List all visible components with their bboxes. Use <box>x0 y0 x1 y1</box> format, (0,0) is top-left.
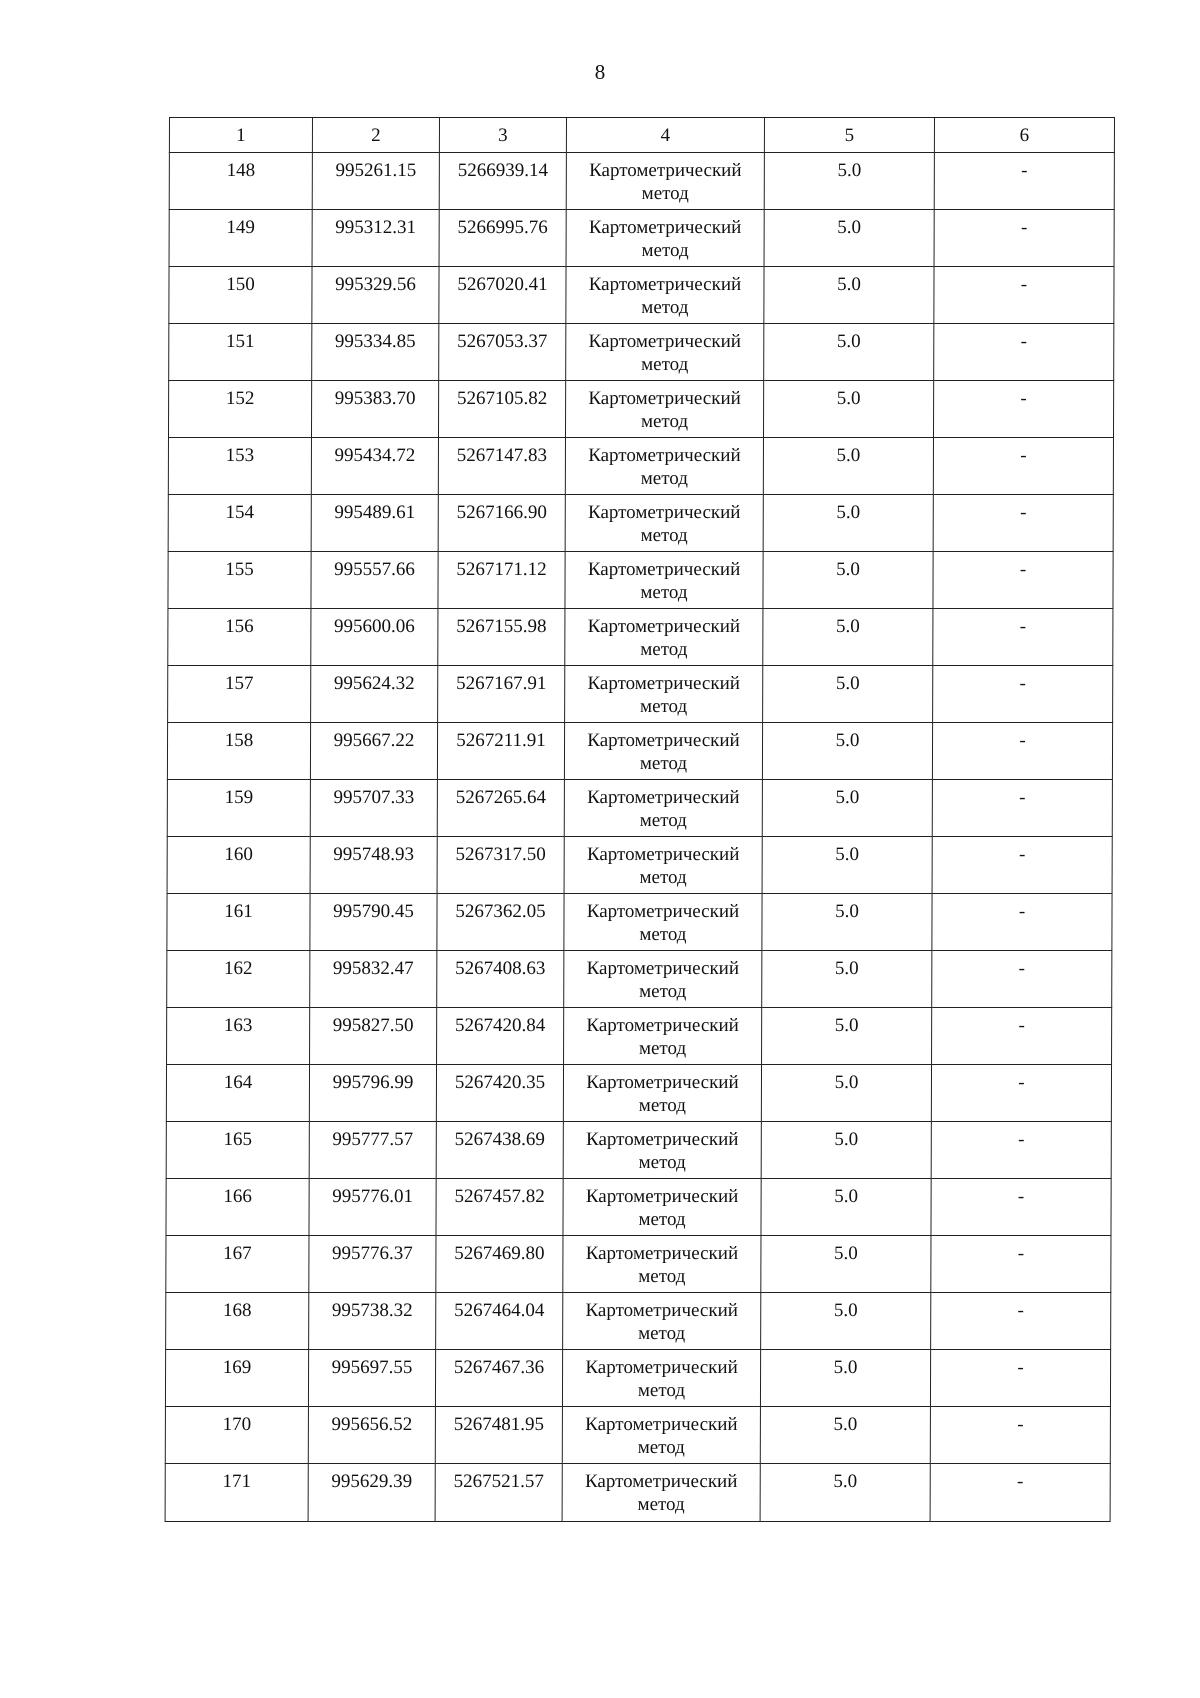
y-coordinate-cell: 5267481.95 <box>435 1407 562 1464</box>
point-number-cell: 160 <box>167 837 310 894</box>
x-coordinate-cell: 995707.33 <box>310 780 437 837</box>
point-number-cell: 153 <box>168 438 311 495</box>
table-row <box>169 324 1114 381</box>
error-cell: 5.0 <box>763 495 933 552</box>
note-cell: - <box>932 951 1112 1008</box>
method-text-line-2: метод <box>638 1038 687 1059</box>
method-text-line-2: метод <box>638 1266 686 1287</box>
y-coordinate-cell: 5267362.05 <box>437 894 564 951</box>
note-cell: - <box>931 1236 1111 1293</box>
method-cell <box>564 780 762 837</box>
point-number-cell: 169 <box>165 1350 308 1407</box>
error-cell: 5.0 <box>763 609 933 666</box>
method-text-line-1: Картометрический <box>586 1015 739 1036</box>
point-number-cell: 150 <box>169 267 312 324</box>
error-cell: 5.0 <box>761 1122 931 1179</box>
method-cell <box>566 324 764 381</box>
table-row <box>167 894 1112 951</box>
point-number-cell: 151 <box>169 324 312 381</box>
error-cell: 5.0 <box>761 1236 931 1293</box>
y-coordinate-cell: 5267020.41 <box>439 267 566 324</box>
note-cell: - <box>933 495 1113 552</box>
method-text-line-2: метод <box>640 468 688 489</box>
note-cell: - <box>930 1407 1110 1464</box>
method-cell <box>565 666 763 723</box>
y-coordinate-cell: 5267467.36 <box>435 1350 562 1407</box>
y-coordinate-cell: 5267438.69 <box>436 1122 563 1179</box>
method-text-line-1: Картометрический <box>588 445 741 466</box>
y-coordinate-cell: 5267166.90 <box>438 495 565 552</box>
table-row <box>168 495 1113 552</box>
method-text-line-1: Картометрический <box>587 559 741 580</box>
point-number-cell: 166 <box>166 1179 309 1236</box>
point-number-cell: 148 <box>169 153 312 210</box>
point-number-cell: 159 <box>167 780 310 837</box>
method-cell <box>563 1065 761 1122</box>
note-cell: - <box>933 552 1113 609</box>
table-row <box>165 1350 1110 1407</box>
header-col-6: 6 <box>934 118 1114 153</box>
note-cell: - <box>933 381 1113 438</box>
error-cell: 5.0 <box>761 1293 931 1350</box>
method-text-line-2: метод <box>639 981 687 1002</box>
error-cell: 5.0 <box>763 552 933 609</box>
note-cell: - <box>932 780 1112 837</box>
table-row <box>167 1008 1112 1065</box>
y-coordinate-cell: 5267464.04 <box>436 1293 563 1350</box>
method-text-line-1: Картометрический <box>587 787 740 808</box>
point-number-cell: 168 <box>166 1293 309 1350</box>
x-coordinate-cell: 995827.50 <box>310 1008 437 1065</box>
point-number-cell: 158 <box>167 723 310 780</box>
note-cell: - <box>934 267 1114 324</box>
x-coordinate-cell: 995738.32 <box>309 1293 436 1350</box>
point-number-cell: 165 <box>166 1122 309 1179</box>
method-text-line-2: метод <box>640 582 688 603</box>
error-cell: 5.0 <box>762 951 932 1008</box>
table-row <box>165 1407 1110 1464</box>
method-text-line-2: метод <box>638 1323 686 1344</box>
error-cell: 5.0 <box>760 1407 930 1464</box>
method-cell <box>562 1407 760 1464</box>
error-cell: 5.0 <box>762 1008 932 1065</box>
method-cell <box>563 1236 761 1293</box>
method-cell <box>564 1008 762 1065</box>
method-cell <box>565 552 763 609</box>
header-col-4: 4 <box>566 118 764 153</box>
x-coordinate-cell: 995776.01 <box>309 1179 436 1236</box>
method-text-line-1: Картометрический <box>586 1129 739 1150</box>
error-cell: 5.0 <box>763 438 933 495</box>
method-cell <box>565 381 763 438</box>
point-number-cell: 164 <box>166 1065 309 1122</box>
table-row <box>169 267 1114 324</box>
header-row <box>169 118 1114 153</box>
method-cell <box>562 1464 760 1522</box>
table-header <box>169 118 1114 153</box>
error-cell: 5.0 <box>764 267 934 324</box>
x-coordinate-cell: 995334.85 <box>312 324 439 381</box>
error-cell: 5.0 <box>761 1179 931 1236</box>
method-text-line-1: Картометрический <box>588 331 742 352</box>
method-text-line-2: метод <box>637 1437 685 1458</box>
y-coordinate-cell: 5266995.76 <box>439 210 566 267</box>
method-cell <box>563 1293 761 1350</box>
method-cell <box>564 723 762 780</box>
table-row <box>167 837 1112 894</box>
y-coordinate-cell: 5267171.12 <box>438 552 565 609</box>
error-cell: 5.0 <box>762 780 932 837</box>
table-row <box>166 1122 1111 1179</box>
method-text-line-1: Картометрический <box>585 1186 739 1207</box>
point-number-cell: 161 <box>167 894 310 951</box>
note-cell: - <box>930 1350 1110 1407</box>
note-cell: - <box>932 837 1112 894</box>
method-text-line-2: метод <box>638 1095 686 1116</box>
method-text-line-1: Картометрический <box>585 1414 738 1435</box>
method-text-line-1: Картометрический <box>585 1357 738 1378</box>
error-cell: 5.0 <box>763 381 933 438</box>
note-cell: - <box>933 438 1113 495</box>
method-cell <box>565 609 763 666</box>
error-cell: 5.0 <box>764 153 934 210</box>
method-text-line-1: Картометрический <box>585 1243 739 1264</box>
method-text-line-1: Картометрический <box>589 160 742 181</box>
point-number-cell: 163 <box>167 1008 310 1065</box>
method-text-line-2: метод <box>641 240 689 261</box>
method-text-line-2: метод <box>638 1209 686 1230</box>
point-number-cell: 157 <box>168 666 311 723</box>
x-coordinate-cell: 995312.31 <box>312 210 439 267</box>
y-coordinate-cell: 5267408.63 <box>437 951 564 1008</box>
y-coordinate-cell: 5267105.82 <box>438 381 565 438</box>
header-col-1: 1 <box>169 118 312 153</box>
method-text-line-2: метод <box>640 639 688 660</box>
table-row <box>167 723 1112 780</box>
point-number-cell: 155 <box>168 552 311 609</box>
header-col-5: 5 <box>764 118 934 153</box>
y-coordinate-cell: 5267155.98 <box>438 609 565 666</box>
method-text-line-2: метод <box>638 1152 686 1173</box>
error-cell: 5.0 <box>760 1350 930 1407</box>
page-number: 8 <box>594 60 606 84</box>
point-number-cell: 170 <box>165 1407 308 1464</box>
point-number-cell: 171 <box>165 1464 308 1522</box>
x-coordinate-cell: 995790.45 <box>310 894 437 951</box>
y-coordinate-cell: 5267457.82 <box>436 1179 563 1236</box>
note-cell: - <box>934 153 1114 210</box>
table-row <box>169 153 1114 210</box>
method-text-line-1: Картометрический <box>584 1471 738 1492</box>
method-cell <box>564 894 762 951</box>
method-text-line-1: Картометрический <box>585 1300 738 1321</box>
y-coordinate-cell: 5267420.84 <box>437 1008 564 1065</box>
method-text-line-1: Картометрический <box>588 217 742 238</box>
x-coordinate-cell: 995624.32 <box>311 666 438 723</box>
note-cell: - <box>931 1179 1111 1236</box>
table-body <box>165 153 1114 1522</box>
x-coordinate-cell: 995776.37 <box>309 1236 436 1293</box>
y-coordinate-cell: 5267167.91 <box>438 666 565 723</box>
method-text-line-2: метод <box>640 411 689 432</box>
method-text-line-2: метод <box>641 354 689 375</box>
x-coordinate-cell: 995667.22 <box>310 723 437 780</box>
x-coordinate-cell: 995489.61 <box>311 495 438 552</box>
x-coordinate-cell: 995629.39 <box>308 1464 435 1522</box>
method-text-line-1: Картометрический <box>587 673 740 694</box>
y-coordinate-cell: 5267469.80 <box>436 1236 563 1293</box>
x-coordinate-cell: 995748.93 <box>310 837 437 894</box>
table-row <box>169 210 1114 267</box>
x-coordinate-cell: 995832.47 <box>310 951 437 1008</box>
method-cell <box>566 210 764 267</box>
y-coordinate-cell: 5266939.14 <box>439 153 566 210</box>
x-coordinate-cell: 995383.70 <box>311 381 438 438</box>
method-cell <box>565 495 763 552</box>
x-coordinate-cell: 995777.57 <box>309 1122 436 1179</box>
method-cell <box>565 438 763 495</box>
y-coordinate-cell: 5267420.35 <box>436 1065 563 1122</box>
note-cell: - <box>932 1008 1112 1065</box>
note-cell: - <box>931 1293 1111 1350</box>
method-text-line-1: Картометрический <box>587 730 740 751</box>
x-coordinate-cell: 995329.56 <box>312 267 439 324</box>
table-row <box>168 666 1113 723</box>
method-text-line-1: Картометрический <box>588 502 741 523</box>
header-col-2: 2 <box>312 118 439 153</box>
point-number-cell: 149 <box>169 210 312 267</box>
table-row <box>166 1179 1111 1236</box>
x-coordinate-cell: 995434.72 <box>311 438 438 495</box>
error-cell: 5.0 <box>760 1464 930 1522</box>
method-text-line-2: метод <box>637 1380 686 1401</box>
method-text-line-1: Картометрический <box>587 616 741 637</box>
method-text-line-1: Картометрический <box>588 388 741 409</box>
table-row <box>167 951 1112 1008</box>
note-cell: - <box>932 723 1112 780</box>
method-cell <box>566 153 764 210</box>
method-text-line-1: Картометрический <box>586 844 740 865</box>
method-text-line-2: метод <box>640 696 688 717</box>
note-cell: - <box>930 1464 1110 1522</box>
note-cell: - <box>931 1065 1111 1122</box>
x-coordinate-cell: 995261.15 <box>312 153 439 210</box>
x-coordinate-cell: 995600.06 <box>311 609 438 666</box>
method-text-line-2: метод <box>639 810 687 831</box>
error-cell: 5.0 <box>762 723 932 780</box>
coordinates-table <box>165 117 1115 1522</box>
method-text-line-2: метод <box>641 297 689 318</box>
method-text-line-2: метод <box>641 183 689 204</box>
table-row <box>167 780 1112 837</box>
y-coordinate-cell: 5267211.91 <box>437 723 564 780</box>
table-row <box>166 1236 1111 1293</box>
y-coordinate-cell: 5267053.37 <box>439 324 566 381</box>
table-row <box>168 438 1113 495</box>
table-row <box>168 552 1113 609</box>
x-coordinate-cell: 995697.55 <box>308 1350 435 1407</box>
method-text-line-1: Картометрический <box>586 901 740 922</box>
table-row <box>166 1065 1111 1122</box>
error-cell: 5.0 <box>762 894 932 951</box>
method-cell <box>564 951 762 1008</box>
error-cell: 5.0 <box>762 837 932 894</box>
y-coordinate-cell: 5267317.50 <box>437 837 564 894</box>
method-text-line-1: Картометрический <box>586 958 740 979</box>
note-cell: - <box>932 894 1112 951</box>
method-text-line-2: метод <box>639 867 687 888</box>
note-cell: - <box>931 1122 1111 1179</box>
y-coordinate-cell: 5267521.57 <box>435 1464 562 1522</box>
error-cell: 5.0 <box>761 1065 931 1122</box>
x-coordinate-cell: 995796.99 <box>309 1065 436 1122</box>
y-coordinate-cell: 5267147.83 <box>438 438 565 495</box>
table-row <box>166 1293 1111 1350</box>
point-number-cell: 154 <box>168 495 311 552</box>
error-cell: 5.0 <box>763 666 933 723</box>
table-row <box>165 1464 1110 1522</box>
method-cell <box>566 267 764 324</box>
method-text-line-1: Картометрический <box>588 274 742 295</box>
point-number-cell: 152 <box>168 381 311 438</box>
method-text-line-1: Картометрический <box>586 1072 739 1093</box>
point-number-cell: 156 <box>168 609 311 666</box>
x-coordinate-cell: 995557.66 <box>311 552 438 609</box>
method-cell <box>563 1179 761 1236</box>
method-text-line-2: метод <box>640 525 688 546</box>
x-coordinate-cell: 995656.52 <box>308 1407 435 1464</box>
note-cell: - <box>933 666 1113 723</box>
error-cell: 5.0 <box>764 210 934 267</box>
table-row <box>168 381 1113 438</box>
method-cell <box>562 1350 760 1407</box>
header-col-3: 3 <box>439 118 566 153</box>
y-coordinate-cell: 5267265.64 <box>437 780 564 837</box>
method-text-line-2: метод <box>637 1494 685 1515</box>
table-row <box>168 609 1113 666</box>
method-text-line-2: метод <box>639 753 688 774</box>
method-cell <box>563 1122 761 1179</box>
point-number-cell: 162 <box>167 951 310 1008</box>
method-text-line-2: метод <box>639 924 687 945</box>
note-cell: - <box>934 210 1114 267</box>
method-cell <box>564 837 762 894</box>
note-cell: - <box>933 609 1113 666</box>
error-cell: 5.0 <box>764 324 934 381</box>
point-number-cell: 167 <box>166 1236 309 1293</box>
note-cell: - <box>934 324 1114 381</box>
